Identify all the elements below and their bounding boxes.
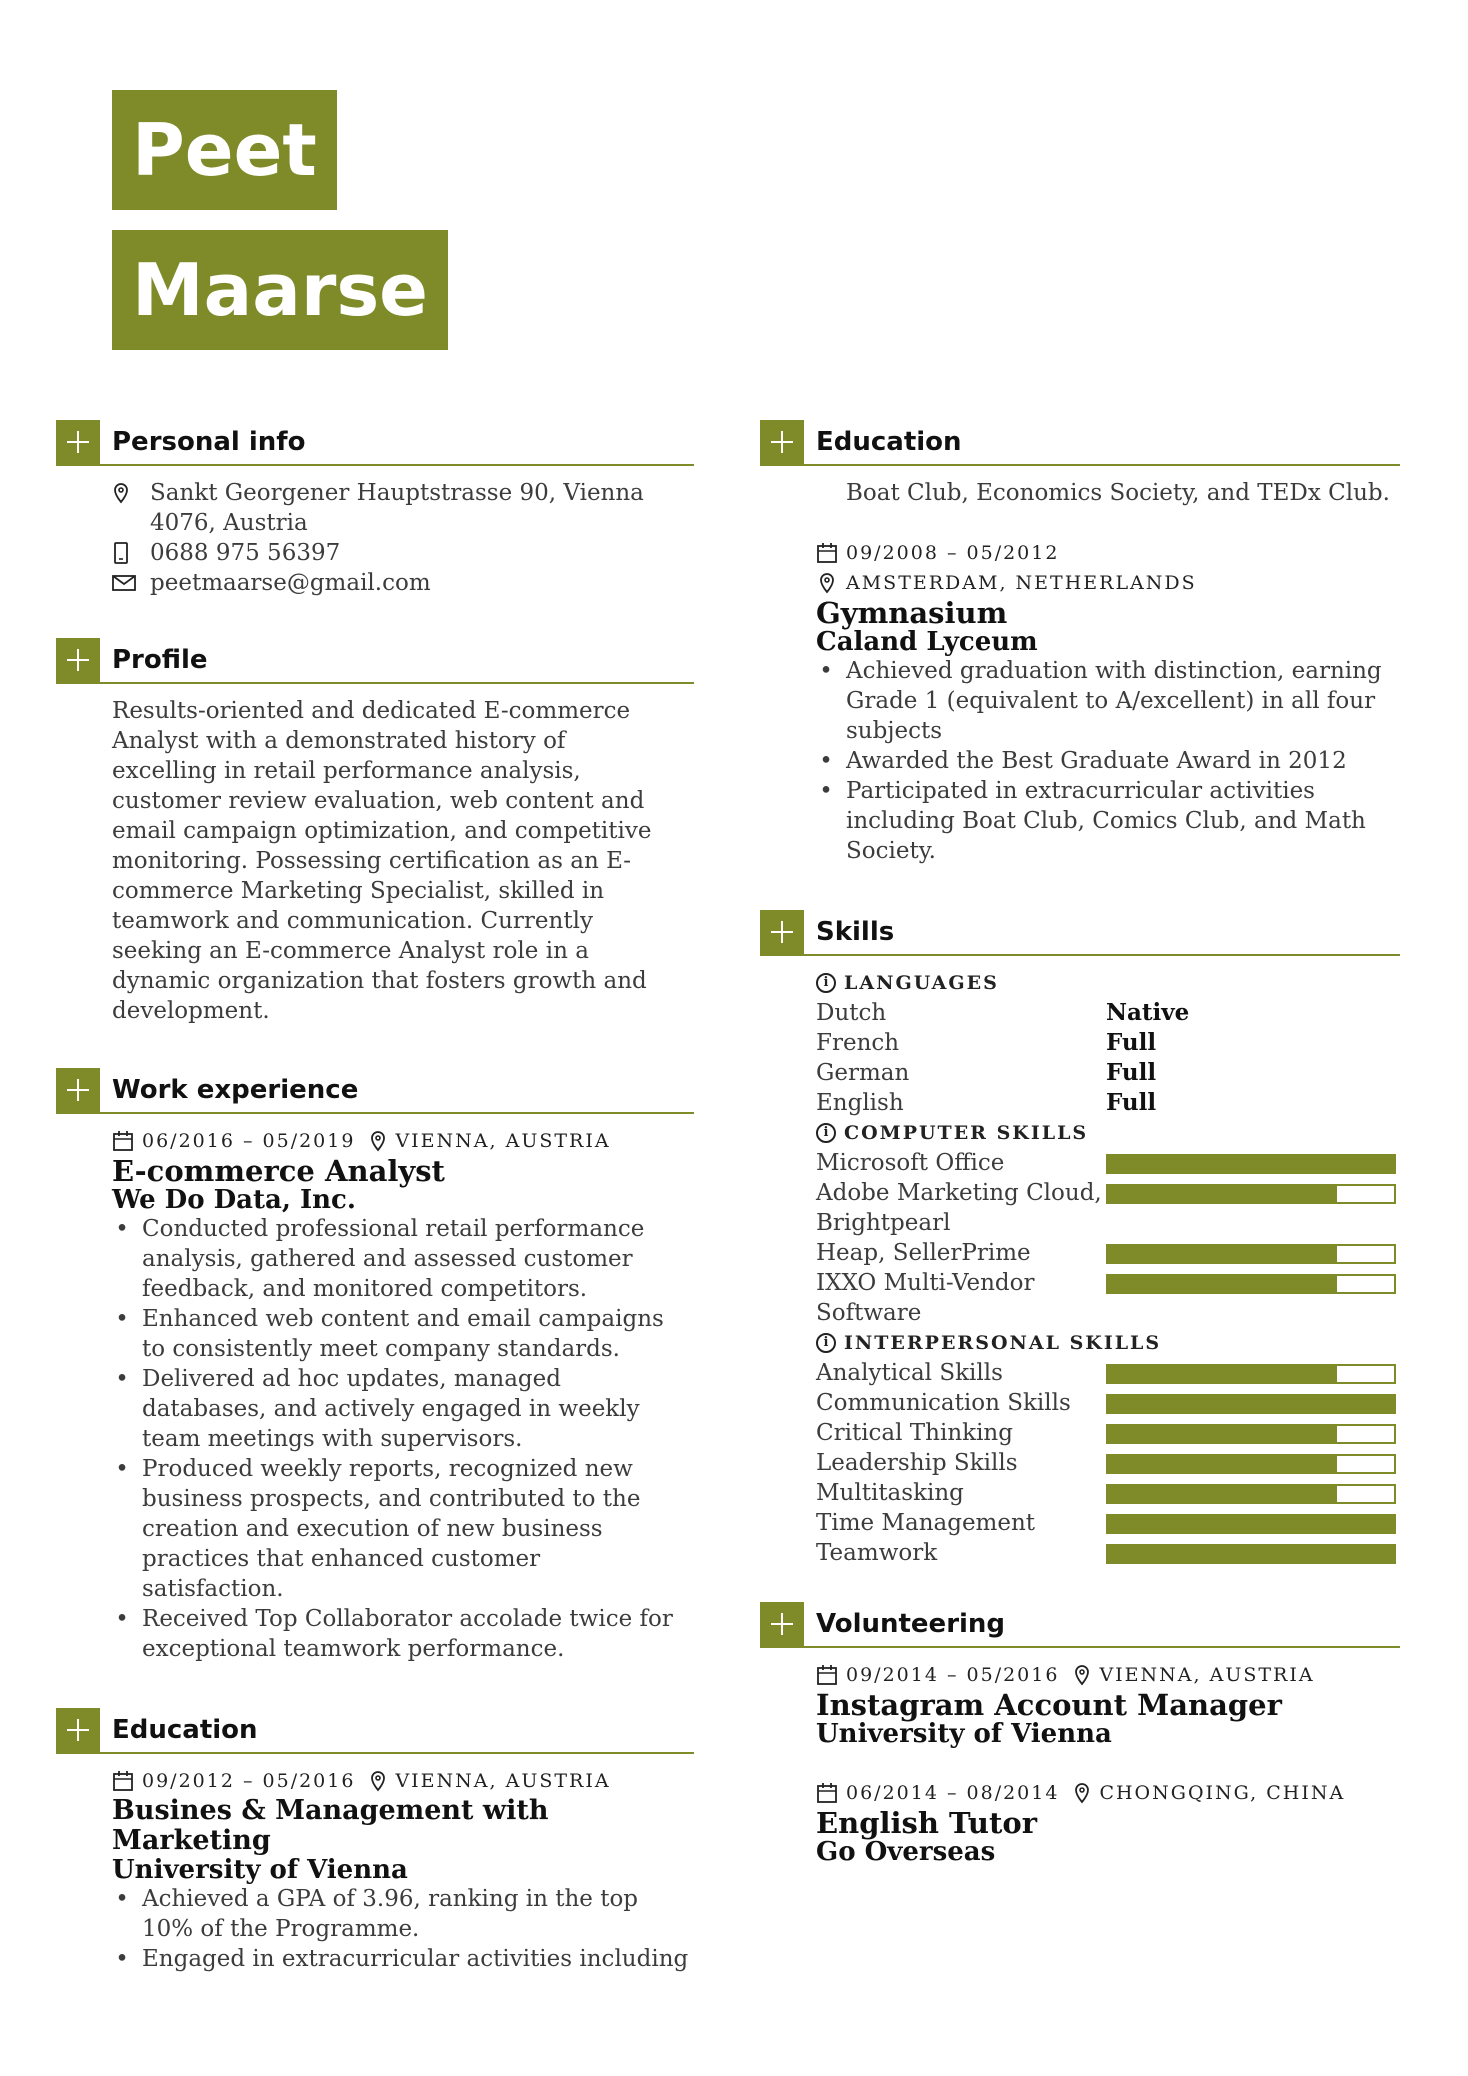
list-item: • Engaged in extracurricular activities including <box>142 1944 692 1974</box>
skill-name: Teamwork <box>816 1540 938 1566</box>
education-header <box>56 1708 694 1754</box>
skill-level-bar <box>1106 1274 1396 1294</box>
degree-title: Gymnasium <box>816 596 1008 630</box>
profile-header <box>56 638 694 684</box>
volunteer-meta <box>816 1660 1400 1690</box>
skills-header <box>760 910 1400 956</box>
language-name: French <box>816 1030 900 1056</box>
skill-name: Critical Thinking <box>816 1420 1013 1446</box>
location-pin-icon <box>818 572 836 594</box>
skill-row <box>816 1178 1400 1238</box>
calendar-icon <box>816 542 838 564</box>
list-item: • Participated in extracurricular activities including Boat Club, Comics Club, and Math Society. <box>846 776 1406 866</box>
skill-row <box>816 1268 1400 1328</box>
computer-skills-label: COMPUTER SKILLS <box>844 1122 1089 1144</box>
list-item: • Achieved graduation with distinction, earning Grade 1 (equivalent to A/excellent) in all four subjects <box>846 656 1406 746</box>
education-meta <box>112 1766 692 1796</box>
volunteer-location: CHONGQING, CHINA <box>1099 1782 1346 1804</box>
skill-level-bar <box>1106 1544 1396 1564</box>
skill-row <box>816 1538 1400 1568</box>
skill-level-fill <box>1108 1456 1337 1472</box>
job-bullets <box>112 1214 682 1664</box>
list-item: • Delivered ad hoc updates, managed databases, and actively engaged in weekly team meetings with supervisors. <box>142 1364 682 1454</box>
volunteering-header <box>760 1602 1400 1648</box>
list-item: • Received Top Collaborator accolade twice for exceptional teamwork performance. <box>142 1604 682 1664</box>
language-level: Full <box>1106 1089 1157 1116</box>
plus-icon <box>56 1068 100 1112</box>
skill-level-bar <box>1106 1514 1396 1534</box>
education-header <box>760 420 1400 466</box>
calendar-icon <box>112 1130 134 1152</box>
work-experience-header <box>56 1068 694 1114</box>
section-title: Skills <box>816 917 895 947</box>
calendar-icon <box>112 1770 134 1792</box>
skill-name: Adobe Marketing Cloud, Brightpearl <box>816 1180 1102 1236</box>
skill-level-fill <box>1108 1276 1337 1292</box>
volunteer-title: Instagram Account Manager <box>816 1688 1282 1722</box>
skill-row <box>816 1478 1400 1508</box>
volunteer-title: English Tutor <box>816 1806 1038 1840</box>
skill-level-fill <box>1108 1396 1394 1412</box>
skill-level-bar <box>1106 1424 1396 1444</box>
education-continued-text: Boat Club, Economics Society, and TEDx Club. <box>846 480 1390 506</box>
calendar-icon <box>816 1664 838 1686</box>
volunteering-section <box>760 1602 1400 1866</box>
profile-section <box>56 638 694 1026</box>
interpersonal-skills-heading <box>816 1328 1400 1358</box>
plus-icon <box>56 638 100 682</box>
list-item: • Achieved a GPA of 3.96, ranking in the top 10% of the Programme. <box>142 1884 692 1944</box>
language-name: Dutch <box>816 1000 887 1026</box>
location-pin-icon <box>112 478 150 508</box>
volunteer-dates: 06/2014 – 08/2014 <box>846 1782 1060 1804</box>
info-icon: i <box>816 1333 836 1353</box>
right-column <box>760 420 1400 1866</box>
plus-icon <box>760 420 804 464</box>
skill-name: Analytical Skills <box>816 1360 1003 1386</box>
education-location-row <box>816 568 1400 598</box>
skill-level-fill <box>1108 1186 1337 1202</box>
volunteer-dates: 09/2014 – 05/2016 <box>846 1664 1060 1686</box>
school-name: University of Vienna <box>112 1855 408 1885</box>
skill-name: Microsoft Office <box>816 1150 1005 1176</box>
education-section <box>56 1708 694 1974</box>
location-pin-icon <box>1073 1782 1091 1804</box>
skill-name: Time Management <box>816 1510 1036 1536</box>
info-icon: i <box>816 973 836 993</box>
volunteer-org: University of Vienna <box>816 1719 1112 1749</box>
languages-heading <box>816 968 1400 998</box>
address-row <box>112 478 694 538</box>
email-icon <box>112 568 150 598</box>
volunteer-location: VIENNA, AUSTRIA <box>1099 1664 1315 1686</box>
skill-row <box>816 1448 1400 1478</box>
language-row <box>816 1058 1400 1088</box>
education-bullets <box>112 1884 692 1974</box>
computer-skills-heading <box>816 1118 1400 1148</box>
education-continued-section <box>760 420 1400 866</box>
language-level: Full <box>1106 1029 1157 1056</box>
language-level: Full <box>1106 1059 1157 1086</box>
skill-level-fill <box>1108 1486 1337 1502</box>
skill-row <box>816 1148 1400 1178</box>
skill-row <box>816 1418 1400 1448</box>
personal-info-header <box>56 420 694 466</box>
interpersonal-skills-list <box>816 1358 1400 1568</box>
education-location: VIENNA, AUSTRIA <box>395 1770 611 1792</box>
last-name: Maarse <box>112 230 448 350</box>
skill-name: Heap, SellerPrime <box>816 1240 1031 1266</box>
volunteer-meta <box>816 1778 1400 1808</box>
skill-level-fill <box>1108 1426 1337 1442</box>
skill-level-bar <box>1106 1394 1396 1414</box>
degree-title: Busines & Management with Marketing <box>112 1795 549 1856</box>
language-row <box>816 1088 1400 1118</box>
skill-name: Multitasking <box>816 1480 964 1506</box>
location-pin-icon <box>1073 1664 1091 1686</box>
skill-level-fill <box>1108 1156 1394 1172</box>
list-item: • Conducted professional retail performance analysis, gathered and assessed customer feedback, and monitored competitors. <box>142 1214 682 1304</box>
address-text: Sankt Georgener Hauptstrasse 90, Vienna 4076, Austria <box>150 480 644 536</box>
skill-level-bar <box>1106 1364 1396 1384</box>
section-title: Profile <box>112 645 208 675</box>
language-level: Native <box>1106 999 1190 1026</box>
section-title: Personal info <box>112 427 306 457</box>
skill-level-bar <box>1106 1484 1396 1504</box>
phone-icon <box>112 538 150 568</box>
skill-row <box>816 1358 1400 1388</box>
plus-icon <box>760 910 804 954</box>
job-title: E-commerce Analyst <box>112 1154 445 1188</box>
skill-level-bar <box>1106 1154 1396 1174</box>
work-experience-section <box>56 1068 694 1664</box>
section-title: Volunteering <box>816 1609 1006 1639</box>
list-item: • Produced weekly reports, recognized new business prospects, and contributed to the creation and execution of new business practices that enhanced customer satisfaction. <box>142 1454 682 1604</box>
location-pin-icon <box>369 1770 387 1792</box>
skill-level-bar <box>1106 1184 1396 1204</box>
interpersonal-skills-label: INTERPERSONAL SKILLS <box>844 1332 1162 1354</box>
phone-text: 0688 975 56397 <box>150 540 341 566</box>
plus-icon <box>56 420 100 464</box>
info-icon: i <box>816 1123 836 1143</box>
plus-icon <box>760 1602 804 1646</box>
job-company: We Do Data, Inc. <box>112 1185 356 1215</box>
skill-level-bar <box>1106 1454 1396 1474</box>
education-dates-row <box>816 538 1400 568</box>
education-location: AMSTERDAM, NETHERLANDS <box>846 572 1197 594</box>
skill-level-fill <box>1108 1546 1394 1562</box>
language-name: German <box>816 1060 910 1086</box>
profile-text: Results-oriented and dedicated E-commerce Analyst with a demonstrated history of excelling in retail performance analysis, customer review evaluation, web content and email campaign optimization, and competitive monitoring. Possessing certification as an E-commerce Marketing Specialist, skilled in teamwork and communication. Currently seeking an E-commerce Analyst role in a dynamic organization that fosters growth and development. <box>112 698 652 1024</box>
section-title: Education <box>112 1715 258 1745</box>
skill-row <box>816 1508 1400 1538</box>
language-name: English <box>816 1090 904 1116</box>
phone-row <box>112 538 694 568</box>
section-title: Education <box>816 427 962 457</box>
skill-level-fill <box>1108 1366 1337 1382</box>
list-item: • Awarded the Best Graduate Award in 2012 <box>846 746 1406 776</box>
job-dates: 06/2016 – 05/2019 <box>142 1130 356 1152</box>
computer-skills-list <box>816 1148 1400 1328</box>
first-name: Peet <box>112 90 337 210</box>
location-pin-icon <box>369 1130 387 1152</box>
plus-icon <box>56 1708 100 1752</box>
education-dates: 09/2008 – 05/2012 <box>846 542 1060 564</box>
job-location: VIENNA, AUSTRIA <box>395 1130 611 1152</box>
personal-info-section <box>56 420 694 598</box>
list-item: • Enhanced web content and email campaigns to consistently meet company standards. <box>142 1304 682 1364</box>
skill-level-fill <box>1108 1516 1394 1532</box>
skill-name: Communication Skills <box>816 1390 1071 1416</box>
school-name: Caland Lyceum <box>816 627 1038 657</box>
language-row <box>816 998 1400 1028</box>
languages-label: LANGUAGES <box>844 972 999 994</box>
skill-name: Leadership Skills <box>816 1450 1018 1476</box>
skills-section <box>760 910 1400 1568</box>
job-meta <box>112 1126 682 1156</box>
left-column <box>56 420 694 1974</box>
skill-row <box>816 1388 1400 1418</box>
skill-name: IXXO Multi-Vendor Software <box>816 1270 1035 1326</box>
language-row <box>816 1028 1400 1058</box>
skill-level-bar <box>1106 1244 1396 1264</box>
calendar-icon <box>816 1782 838 1804</box>
volunteer-org: Go Overseas <box>816 1837 996 1867</box>
skill-level-fill <box>1108 1246 1337 1262</box>
email-link[interactable]: peetmaarse@gmail.com <box>150 570 431 596</box>
section-title: Work experience <box>112 1075 359 1105</box>
skill-row <box>816 1238 1400 1268</box>
email-row <box>112 568 694 598</box>
education-dates: 09/2012 – 05/2016 <box>142 1770 356 1792</box>
education-bullets <box>816 656 1406 866</box>
